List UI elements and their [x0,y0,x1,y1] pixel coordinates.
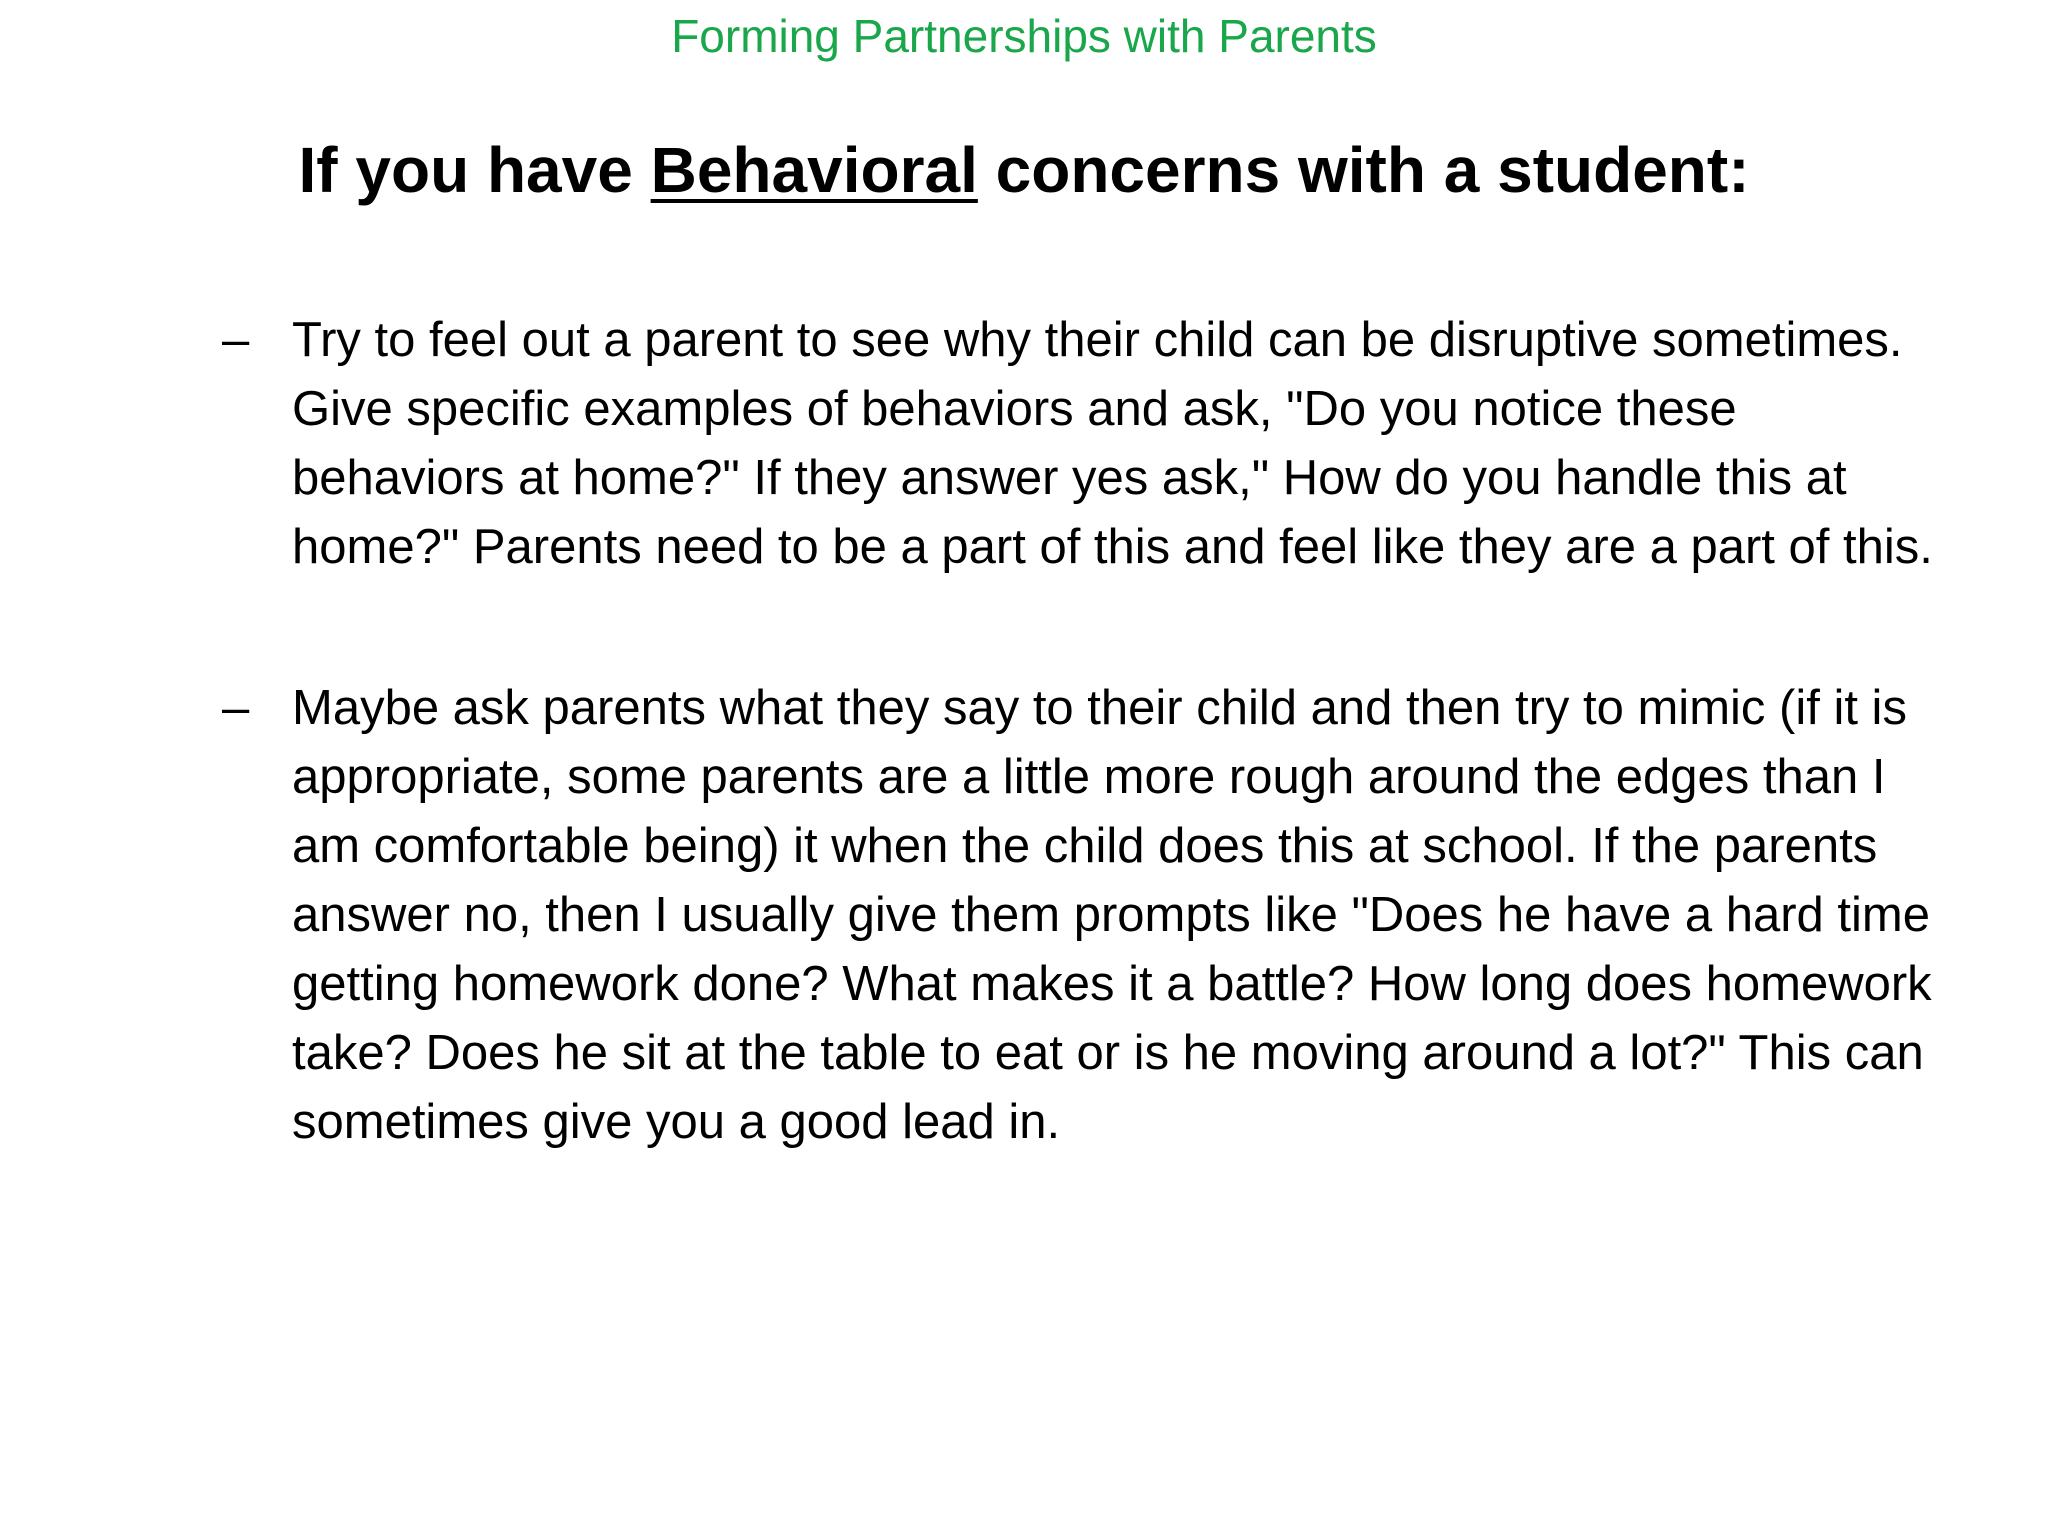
bullet-list [222,306,1942,1157]
slide-header: Forming Partnerships with Parents [671,10,1377,62]
title-emphasis: Behavioral [650,134,978,206]
bullet-text: Try to feel out a parent to see why their child can be disruptive sometimes. Give specific examples of behaviors and ask, "Do you notice these behaviors at home?" If they answer yes ask," How do you handle this at home?" Parents need to be a part of this and feel like they are a part of this. [292,313,1933,574]
title-text-end: concerns with a student [977,134,1729,206]
bullet-item [222,306,1942,582]
title-colon: : [1728,134,1750,206]
bullet-text: Maybe ask parents what they say to their child and then try to mimic (if it is appropriate, some parents are a little more rough around the edges than I am comfortable being) it when the child does this at school. If the parents answer no, then I usually give them prompts like "Does he have a hard time getting homework done? What makes it a battle? How long does homework take? Does he sit at the table to eat or is he moving around a lot?" This can sometimes give you a good lead in. [292,681,1932,1149]
bullet-dash-icon: – [222,681,250,735]
bullet-item [222,674,1942,1157]
title-text-start: If you have [298,134,651,206]
slide-title [0,128,2048,212]
bullet-dash-icon: – [222,313,250,367]
